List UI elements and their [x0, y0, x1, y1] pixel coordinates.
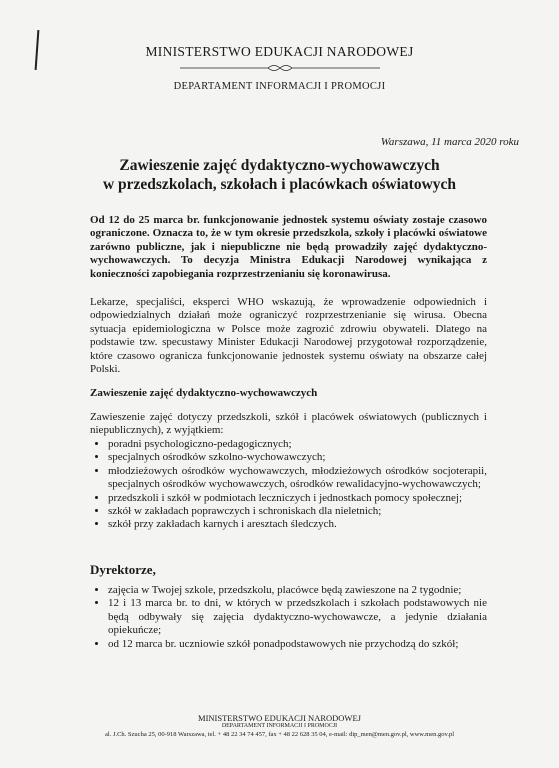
document-date: Warszawa, 11 marca 2020 roku: [380, 136, 519, 148]
title-line-1: Zawieszenie zajęć dydaktyczno-wychowawczych: [119, 157, 440, 174]
section-heading-director: Dyrektorze,: [90, 562, 156, 577]
title-line-2: w przedszkolach, szkołach i placówkach oświatowych: [102, 176, 457, 193]
list-item: • specjalnych ośrodków szkolno-wychowawczych;: [108, 451, 487, 464]
body-paragraph: Lekarze, specjaliści, eksperci WHO wskazują, że wprowadzenie odpowiednich i odpowiedzialnych działań może ograniczyć rozprzestrzenianie się wirusa. Obecna sytuacja epidemiologiczna w Polsce może zagrozić zdrowiu obywateli. Dlatego na podstawie tzw. specustawy Minister Edukacji Narodowej przygotował rozporządzenie, które czasowo ogranicza funkcjonowanie jednostek systemu oświaty na obszarze całej Polski.: [90, 296, 487, 376]
department-name: DEPARTAMENT INFORMACJI I PROMOCJI: [173, 81, 386, 92]
section-text: Zawieszenie zajęć dotyczy przedszkoli, szkół i placówek oświatowych (publicznych i niepublicznych), z wyjątkiem:: [90, 411, 487, 437]
list-item: • szkół w zakładach poprawczych i schroniskach dla nieletnich;: [108, 505, 487, 518]
document-title: [0, 156, 559, 194]
footer-address: al. J.Ch. Szucha 25, 00-918 Warszawa, tel. + 48 22 34 74 457, fax + 48 22 628 35 04, e-mail: dip_men@men.gov.pl, www.men.gov.pl: [105, 731, 454, 738]
list-item: • szkół przy zakładach karnych i aresztach śledczych.: [108, 518, 487, 531]
ornament-divider-icon: [180, 62, 380, 74]
intro-paragraph: Od 12 do 25 marca br. funkcjonowanie jednostek systemu oświaty zostaje czasowo ograniczone. Oznacza to, że w tym okresie przedszkola, szkoły i placówki oświatowe zarówno publiczne, jak i niepubliczne nie będą prowadziły zajęć dydaktyczno-wychowawczych. To decyzja Ministra Edukacji Narodowej wynikająca z konieczności zapobiegania rozprzestrzenianiu się koronawirusa.: [90, 214, 487, 280]
list-item: • zajęcia w Twojej szkole, przedszkolu, placówce będą zawieszone na 2 tygodnie;: [108, 584, 487, 597]
exceptions-list: [90, 438, 487, 532]
footer: [0, 713, 559, 738]
list-item: • młodzieżowych ośrodków wychowawczych, młodzieżowych ośrodków socjoterapii, specjalnych ośrodków wychowawczych, ośrodków rewalidacyjno-wychowawczych;: [108, 465, 487, 492]
footer-department: DEPARTAMENT INFORMACJI I PROMOCJI: [221, 723, 338, 729]
list-item: • od 12 marca br. uczniowie szkół ponadpodstawowych nie przychodzą do szkół;: [108, 638, 487, 651]
director-list: [90, 584, 487, 651]
section-heading-suspension: Zawieszenie zajęć dydaktyczno-wychowawczych: [90, 387, 318, 399]
list-item: • 12 i 13 marca br. to dni, w których w przedszkolach i szkołach podstawowych nie będą odbywały się zajęcia dydaktyczno-wychowawcze, a jedynie działania opiekuńcze;: [108, 597, 487, 637]
ministry-name: MINISTERSTWO EDUKACJI NARODOWEJ: [145, 44, 414, 59]
footer-ministry: MINISTERSTWO EDUKACJI NARODOWEJ: [198, 713, 361, 723]
letterhead: [0, 44, 559, 92]
list-item: • przedszkoli i szkół w podmiotach leczniczych i jednostkach pomocy społecznej;: [108, 492, 487, 505]
list-item: • poradni psychologiczno-pedagogicznych;: [108, 438, 487, 451]
